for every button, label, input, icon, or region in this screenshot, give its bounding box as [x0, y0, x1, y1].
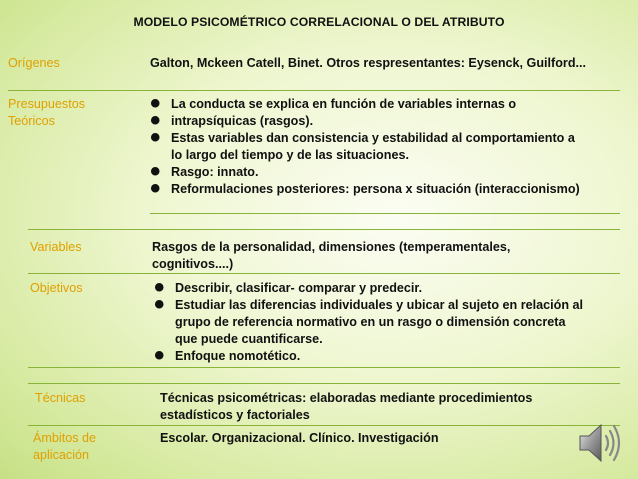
label-origenes: Orígenes	[8, 56, 60, 70]
slide-title: MODELO PSICOMÉTRICO CORRELACIONAL O DEL ATRIBUTO	[133, 15, 505, 29]
content-origenes: Galton, Mckeen Catell, Binet. Otros respresentantes: Eysenck, Guilford...	[150, 56, 587, 70]
divider-line	[28, 273, 620, 274]
divider-line	[8, 90, 620, 91]
label-presupuestos: Presupuestos Teóricos	[8, 97, 86, 128]
bullet-item: • Estudiar las diferencias individuales y ubicar al sujeto en relación al grupo de referencia normativo en un rasgo o dimensión concreta que puede cuantificarse.	[154, 297, 584, 348]
content-objetivos	[154, 280, 584, 365]
label-ambitos: Ámbitos de aplicación	[33, 431, 96, 462]
content-presupuestos	[150, 96, 580, 198]
bullet-item: • Reformulaciones posteriores: persona x situación (interaccionismo)	[150, 181, 580, 198]
bullet-item: • La conducta se explica en función de variables internas o	[150, 96, 580, 113]
bullet-item: • Describir, clasificar- comparar y predecir.	[154, 280, 584, 297]
bullet-item: • Rasgo: innato.	[150, 164, 580, 181]
divider-line	[28, 425, 620, 426]
label-tecnicas: Técnicas	[35, 391, 86, 405]
divider-line	[150, 213, 620, 214]
content-ambitos: Escolar. Organizacional. Clínico. Investigación	[160, 431, 439, 445]
divider-line	[28, 229, 620, 230]
content-variables: Rasgos de la personalidad, dimensiones (temperamentales, cognitivos....)	[152, 240, 511, 271]
speaker-icon[interactable]	[578, 421, 624, 465]
label-objetivos: Objetivos	[30, 281, 83, 295]
label-variables: Variables	[30, 240, 82, 254]
divider-line	[28, 383, 620, 384]
bullet-item: • intrapsíquicas (rasgos).	[150, 113, 580, 130]
divider-line	[28, 367, 620, 368]
content-tecnicas: Técnicas psicométricas: elaboradas mediante procedimientos estadísticos y factoriales	[160, 391, 533, 422]
bullet-item: • Enfoque nomotético.	[154, 348, 584, 365]
bullet-item: • Estas variables dan consistencia y estabilidad al comportamiento a lo largo del tiempo y de las situaciones.	[150, 130, 580, 164]
